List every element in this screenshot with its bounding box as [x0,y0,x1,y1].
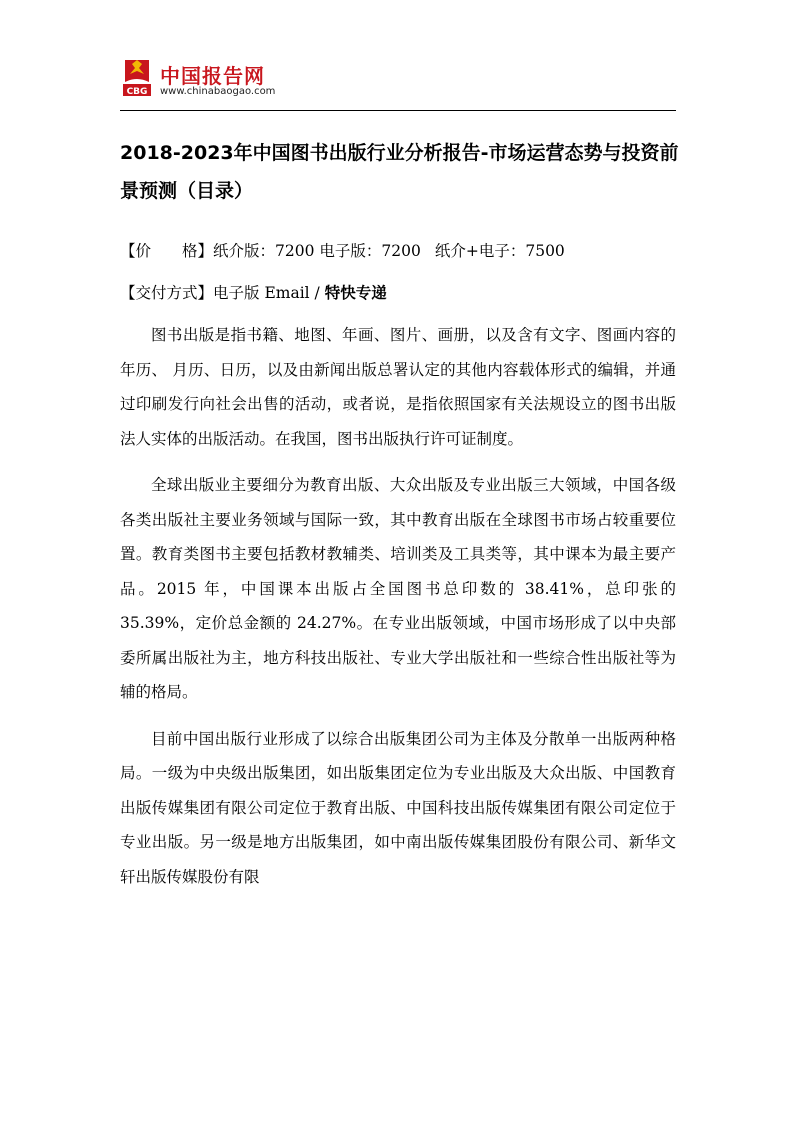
brand-url[interactable]: www.chinabaogao.com [160,86,276,97]
price-label: 【价 格】 [120,242,214,260]
report-body [120,318,676,906]
page-header [120,58,676,112]
brand-name: 中国报告网 [160,64,265,88]
delivery-express: 特快专递 [324,284,387,302]
price-paper: 纸介版：7200 [213,242,315,260]
price-line [120,240,690,262]
logo-badge-text: CBG [126,87,148,97]
price-both: 纸介+电子：7500 [434,242,565,260]
paragraph-industry-structure: 目前中国出版行业形成了以综合出版集团公司为主体及分散单一出版两种格局。一级为中央级出版集团，如出版集团定位为专业出版及大众出版、中国教育出版传媒集团有限公司定位于教育出版、中国科技出版传媒集团有限公司定位于专业出版。另一级是地方出版集团，如中南出版传媒集团股份有限公司、新华文轩出版传媒股份有限 [120,729,676,886]
price-digital: 电子版：7200 [319,242,421,260]
paragraph-definition: 图书出版是指书籍、地图、年画、图片、画册，以及含有文字、图画内容的年历、 月历、日历，以及由新闻出版总署认定的其他内容载体形式的编辑，并通过印刷发行向社会出售的活动，或者说，是指依照国家有关法规设立的图书出版法人实体的出版活动。在我国，图书出版执行许可证制度。 [120,326,676,448]
header-divider [120,110,676,111]
report-title: 2018-2023年中国图书出版行业分析报告-市场运营态势与投资前景预测（目录） [120,142,679,202]
delivery-label: 【交付方式】 [120,284,214,302]
delivery-value: 电子版 Email / [213,284,320,302]
delivery-line [120,282,690,304]
paragraph-global-market: 全球出版业主要细分为教育出版、大众出版及专业出版三大领域，中国各级各类出版社主要业务领域与国际一致，其中教育出版在全球图书市场占较重要位置。教育类图书主要包括教材教辅类、培训类及工具类等，其中课本为最主要产品。2015 年，中国课本出版占全国图书总印数的 38.41%，总印张的 35.39%，定价总金额的 24.27%。在专业出版领域，中国市场形成了以中央部委所属出版社为主，地方科技出版社、专业大学出版社和一些综合性出版社等为辅的格局。 [120,476,676,701]
cbg-logo-icon [122,58,152,98]
